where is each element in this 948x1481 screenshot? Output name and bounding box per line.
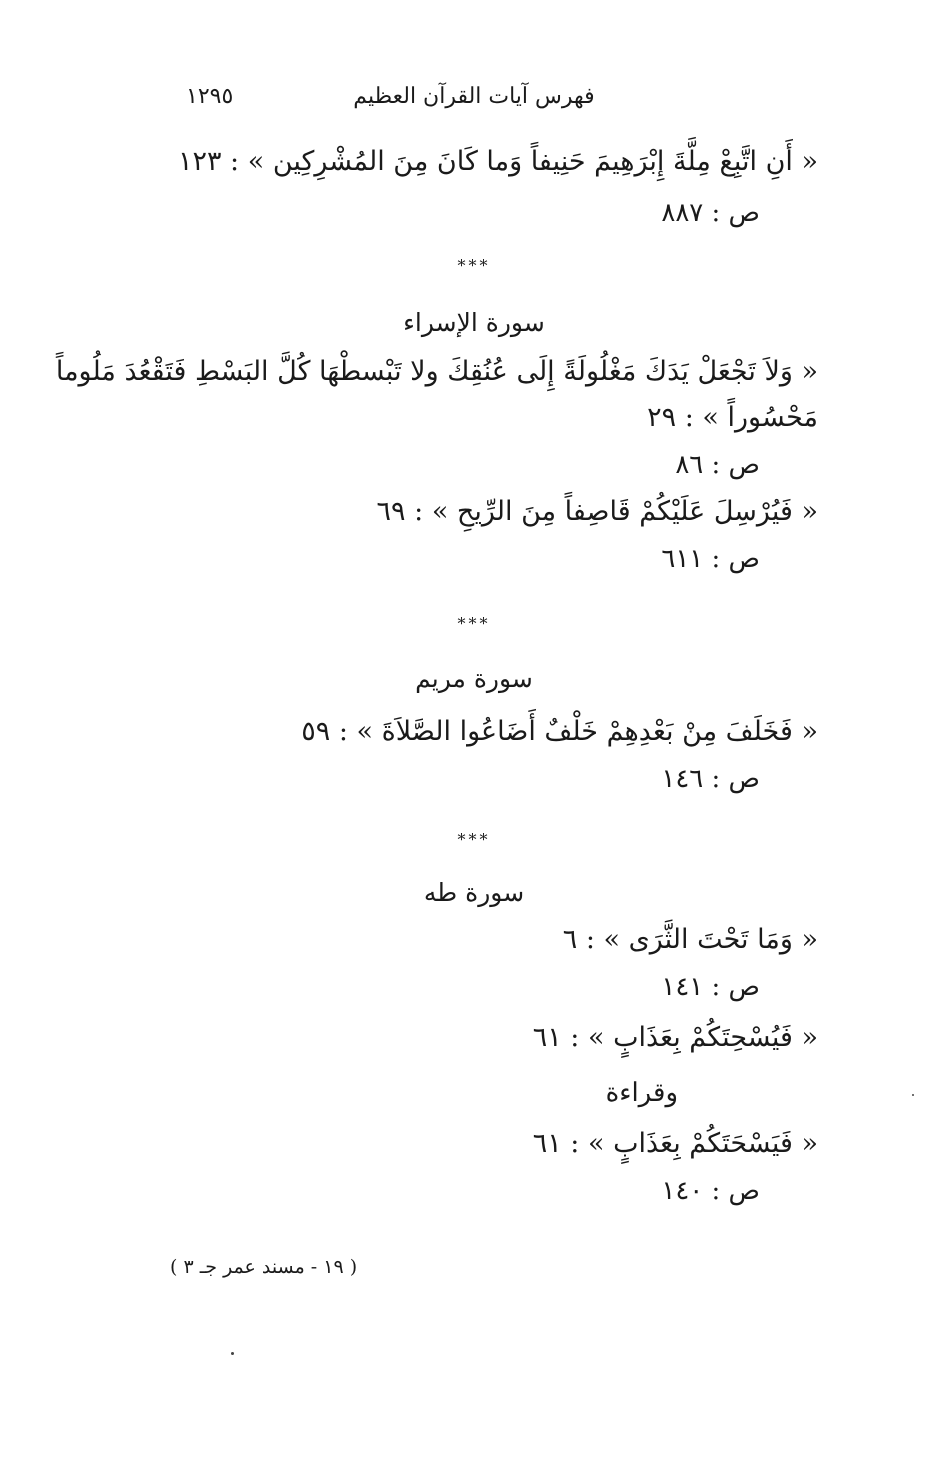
page-reference: ص : ١٤٠ [661, 1176, 760, 1206]
surah-heading: سورة طه [423, 878, 525, 907]
page-reference: ص : ٨٦ [675, 450, 760, 480]
verse-entry: « وَلاَ تَجْعَلْ يَدَكَ مَغْلُولَةً إِلَى عُنُقِكَ ولا تَبْسطْهَا كُلَّ البَسْطِ فَتَقْعُدَ مَلُوماً [55, 356, 818, 387]
verse-entry: « فَيُسْحِتَكُمْ بِعَذَابٍ » : ٦١ [532, 1022, 818, 1053]
page-reference: ص : ١٤١ [661, 972, 760, 1002]
verse-entry: « وَمَا تَحْتَ الثَّرَى » : ٦ [562, 924, 818, 955]
section-separator: *** [457, 830, 491, 849]
surah-heading: سورة الإسراء [403, 308, 545, 337]
verse-entry: « فَخَلَفَ مِنْ بَعْدِهِمْ خَلْفٌ أَضَاعُوا الصَّلاَةَ » : ٥٩ [301, 716, 818, 747]
surah-heading: سورة مريم [415, 664, 533, 693]
page-reference: ص : ٦١١ [661, 544, 760, 574]
page-reference: ص : ٨٨٧ [661, 198, 760, 228]
section-separator: *** [457, 256, 491, 275]
scan-speck [912, 1094, 914, 1096]
reading-note: وقراءة [605, 1078, 678, 1108]
section-separator: *** [457, 614, 491, 633]
verse-entry: « فَيَسْحَتَكُمْ بِعَذَابٍ » : ٦١ [532, 1128, 818, 1159]
running-title: فهرس آيات القرآن العظيم [353, 84, 595, 109]
printer-signature: ( ١٩ - مسند عمر جـ ٣ ) [170, 1256, 358, 1278]
page-number: ١٢٩٥ [186, 84, 234, 109]
scan-speck [231, 1352, 234, 1355]
verse-entry: « فَيُرْسِلَ عَلَيْكُمْ قَاصِفاً مِنَ الرِّيحِ » : ٦٩ [376, 496, 818, 527]
verse-entry-continuation: مَحْسُوراً » : ٢٩ [647, 402, 818, 433]
verse-entry: « أَنِ اتَّبِعْ مِلَّةَ إِبْرَهِيمَ حَنِيفاً وَما كَانَ مِنَ المُشْرِكِين » : ١٢٣ [177, 146, 818, 177]
page-reference: ص : ١٤٦ [661, 764, 760, 794]
